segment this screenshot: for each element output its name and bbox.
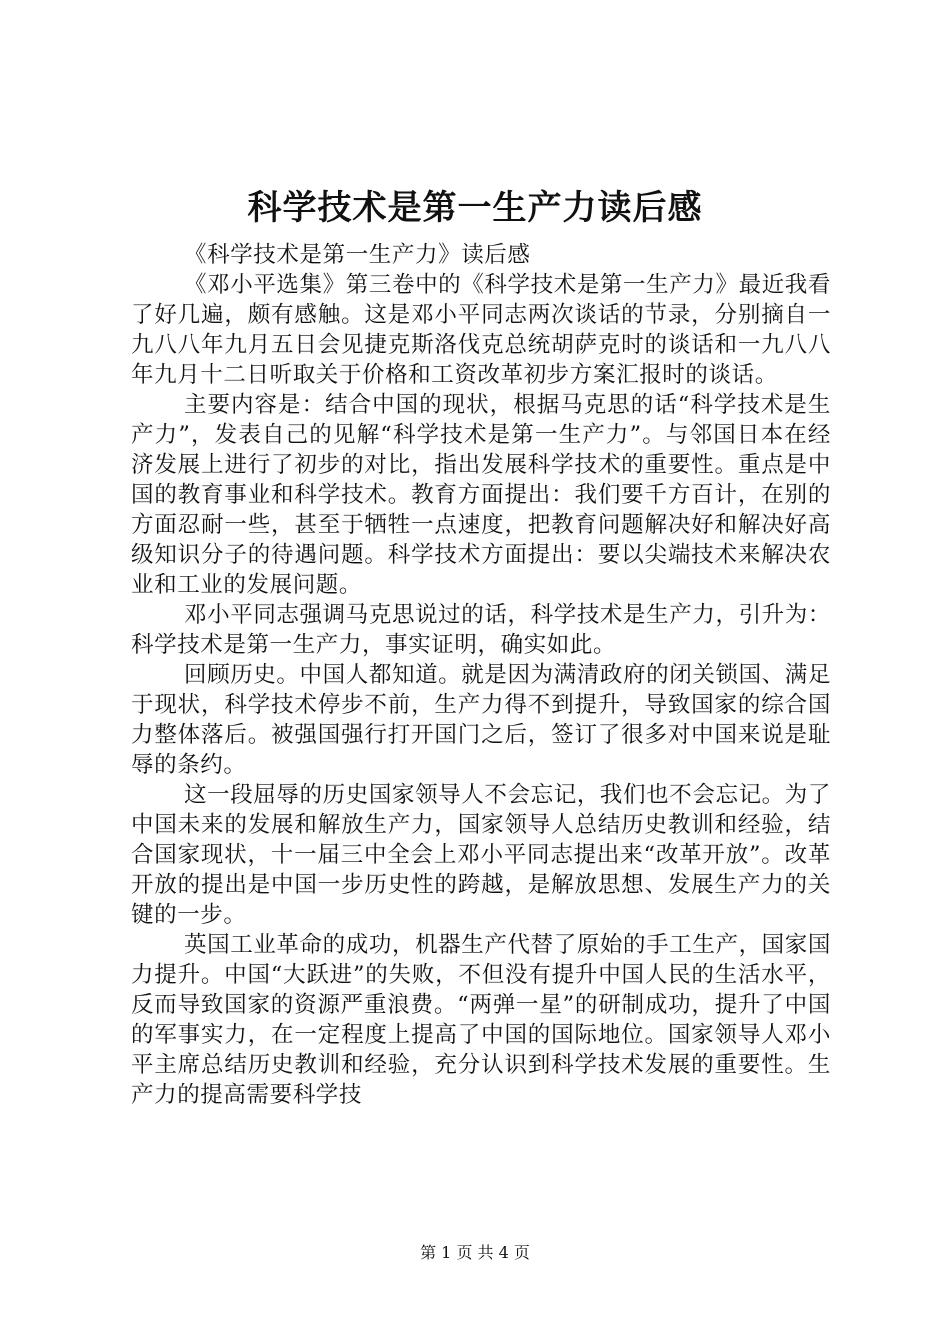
document-body [131,240,831,1110]
paragraph: 《邓小平选集》第三卷中的《科学技术是第一生产力》最近我看了好几遍，颇有感触。这是邓小平同志两次谈话的节录，分别摘自一九八八年九月五日会见捷克斯洛伐克总统胡萨克时的谈话和一九八八年九月十二日听取关于价格和工资改革初步方案汇报时的谈话。 [131,272,831,388]
page-number-indicator: 第 1 页 共 4 页 [420,1243,530,1262]
paragraph-subtitle: 《科学技术是第一生产力》读后感 [184,242,531,268]
page-footer [0,1242,950,1264]
paragraph: 这一段屈辱的历史国家领导人不会忘记，我们也不会忘记。为了中国未来的发展和解放生产力，国家领导人总结历史教训和经验，结合国家现状，十一届三中全会上邓小平同志提出来“改革开放”。改革开放的提出是中国一步历史性的跨越，是解放思想、发展生产力的关键的一步。 [131,782,831,928]
paragraph: 邓小平同志强调马克思说过的话，科学技术是生产力，引升为：科学技术是第一生产力，事实证明，确实如此。 [131,602,831,658]
paragraph: 回顾历史。中国人都知道。就是因为满清政府的闭关锁国、满足于现状，科学技术停步不前，生产力得不到提升，导致国家的综合国力整体落后。被强国强行打开国门之后，签订了很多对中国来说是耻辱的条约。 [131,662,831,778]
paragraph: 英国工业革命的成功，机器生产代替了原始的手工生产，国家国力提升。中国“大跃进”的失败，不但没有提升中国人民的生活水平，反而导致国家的资源严重浪费。“两弹一星”的研制成功，提升了中国的军事实力，在一定程度上提高了中国的国际地位。国家领导人邓小平主席总结历史教训和经验，充分认识到科学技术发展的重要性。生产力的提高需要科学技 [131,932,831,1108]
paragraph: 主要内容是：结合中国的现状，根据马克思的话“科学技术是生产力”，发表自己的见解“科学技术是第一生产力”。与邻国日本在经济发展上进行了初步的对比，指出发展科学技术的重要性。重点是中国的教育事业和科学技术。教育方面提出：我们要千方百计，在别的方面忍耐一些，甚至于牺牲一点速度，把教育问题解决好和解决好高级知识分子的待遇问题。科学技术方面提出：要以尖端技术来解决农业和工业的发展问题。 [131,392,831,598]
document-title: 科学技术是第一生产力读后感 [247,188,703,228]
